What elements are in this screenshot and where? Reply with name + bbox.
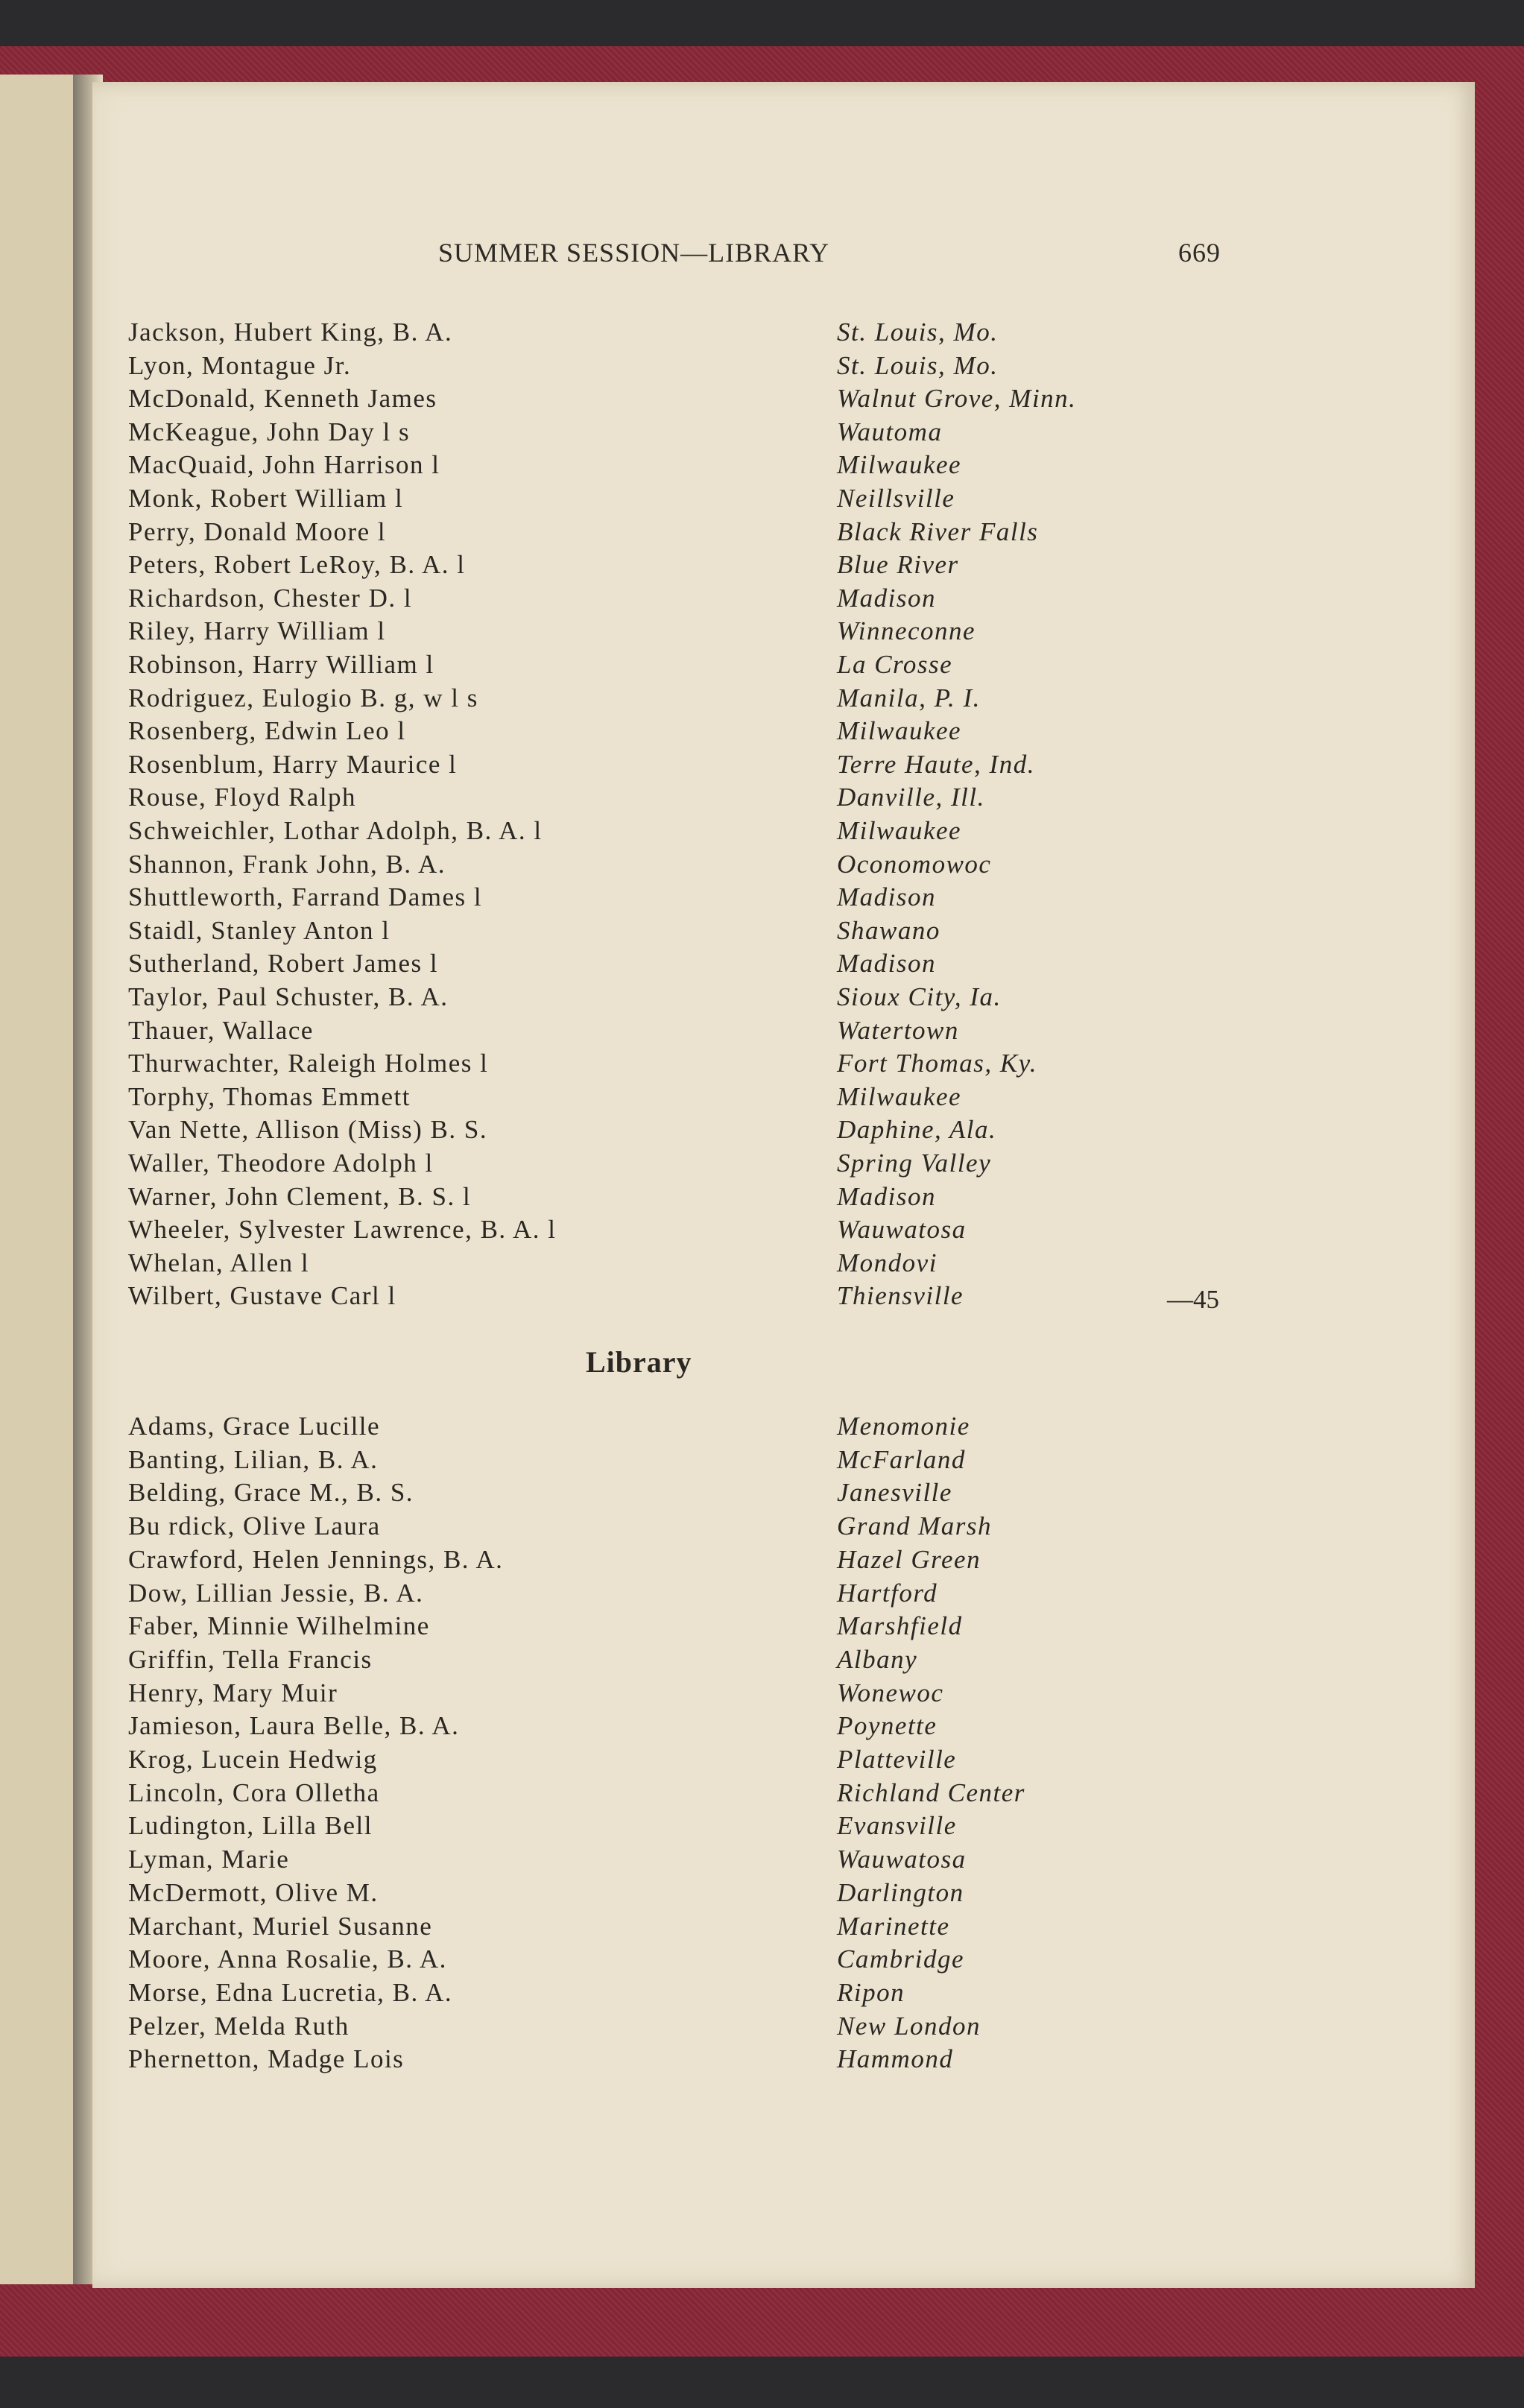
facing-page-edge (0, 75, 83, 2284)
entry-place: Black River Falls (837, 516, 1039, 546)
entry-place: Evansville (837, 1811, 957, 1841)
entry-place: Madison (837, 882, 936, 912)
entry-place: Hartford (837, 1578, 938, 1608)
entry-place: Wauwatosa (837, 1845, 967, 1874)
entry-name: Robinson, Harry William l (128, 650, 434, 679)
entry-name: Marchant, Muriel Susanne (128, 1911, 433, 1941)
entry-place: New London (837, 2011, 981, 2041)
section-heading: Library (586, 1345, 692, 1379)
entry-name: McDermott, Olive M. (128, 1877, 379, 1907)
entry-place: Neillsville (837, 484, 955, 513)
entry-name: Waller, Theodore Adolph l (128, 1148, 434, 1178)
entry-name: Adams, Grace Lucille (128, 1412, 381, 1441)
facing-page-letter (0, 816, 83, 846)
facing-page-letter (0, 716, 83, 746)
entry-place: Sioux City, Ia. (837, 982, 1002, 1011)
entry-name: Lyon, Montague Jr. (128, 350, 352, 380)
entry-name: Rosenblum, Harry Maurice l (128, 749, 458, 779)
facing-page-letter (0, 384, 83, 414)
entry-place: Spring Valley (837, 1148, 992, 1178)
facing-page-letter (0, 351, 83, 381)
entry-place: Marshfield (837, 1611, 963, 1641)
entry-place: Hammond (837, 2044, 954, 2074)
facing-page-letter (0, 1148, 83, 1178)
entry-name: McKeague, John Day l s (128, 417, 411, 446)
entry-name: Faber, Minnie Wilhelmine (128, 1611, 430, 1641)
entry-place: Madison (837, 949, 936, 979)
entry-name: Thurwachter, Raleigh Holmes l (128, 1049, 489, 1078)
entry-place: Poynette (837, 1711, 938, 1741)
facing-page-letter (0, 417, 83, 447)
entry-name: Riley, Harry William l (128, 616, 386, 646)
facing-page-letter (0, 1115, 83, 1145)
entry-name: Dow, Lillian Jessie, B. A. (128, 1578, 424, 1608)
facing-page-letter (0, 949, 83, 979)
facing-page-letter (0, 783, 83, 812)
entry-name: Pelzer, Melda Ruth (128, 2011, 350, 2041)
entry-place: St. Louis, Mo. (837, 317, 999, 347)
entry-place: Daphine, Ala. (837, 1115, 997, 1145)
entry-place: Cambridge (837, 1944, 964, 1974)
entry-name: Peters, Robert LeRoy, B. A. l (128, 550, 466, 580)
entry-name: Jamieson, Laura Belle, B. A. (128, 1711, 460, 1741)
entry-name: Morse, Edna Lucretia, B. A. (128, 1977, 453, 2007)
entry-name: Shannon, Frank John, B. A. (128, 849, 446, 879)
facing-page-letter (0, 1016, 83, 1046)
entry-name: Torphy, Thomas Emmett (128, 1081, 411, 1111)
entry-place: Milwaukee (837, 716, 962, 746)
facing-page-letter (0, 982, 83, 1012)
entry-name: Henry, Mary Muir (128, 1678, 338, 1707)
entry-place: Wonewoc (837, 1678, 944, 1707)
entry-name: Taylor, Paul Schuster, B. A. (128, 982, 449, 1011)
entry-place: Wautoma (837, 417, 943, 446)
facing-page-letter (0, 1182, 83, 1212)
facing-page-letter (0, 616, 83, 646)
entry-place: Winneconne (837, 616, 976, 646)
entry-place: McFarland (837, 1444, 966, 1474)
entry-place: Shawano (837, 915, 940, 945)
entry-place: Wauwatosa (837, 1215, 967, 1245)
entry-name: Schweichler, Lothar Adolph, B. A. l (128, 816, 543, 845)
entry-name: Monk, Robert William l (128, 484, 404, 513)
entry-name: Thauer, Wallace (128, 1015, 314, 1045)
entry-name: McDonald, Kenneth James (128, 384, 437, 414)
entry-place: Danville, Ill. (837, 783, 985, 812)
entry-place: Janesville (837, 1478, 952, 1508)
facing-page-letter (0, 450, 83, 480)
facing-page-letter (0, 550, 83, 580)
facing-page-letter (0, 750, 83, 780)
entry-place: Mondovi (837, 1248, 938, 1277)
entry-place: Walnut Grove, Minn. (837, 384, 1077, 414)
entry-place: Manila, P. I. (837, 683, 981, 712)
entry-name: Van Nette, Allison (Miss) B. S. (128, 1115, 488, 1145)
entry-name: Rouse, Floyd Ralph (128, 783, 357, 812)
entry-name: Lyman, Marie (128, 1845, 290, 1874)
entry-place: Darlington (837, 1877, 964, 1907)
entry-place: Fort Thomas, Ky. (837, 1049, 1038, 1078)
entry-name: Rosenberg, Edwin Leo l (128, 716, 406, 746)
entry-name: Wheeler, Sylvester Lawrence, B. A. l (128, 1215, 557, 1245)
entry-name: Warner, John Clement, B. S. l (128, 1181, 472, 1211)
entry-place: Menomonie (837, 1412, 970, 1441)
entry-place: Grand Marsh (837, 1511, 993, 1541)
entry-place: Madison (837, 1181, 936, 1211)
entry-place: Platteville (837, 1745, 957, 1774)
entry-place: Marinette (837, 1911, 950, 1941)
entry-name: Ludington, Lilla Bell (128, 1811, 373, 1841)
facing-page-letter (0, 683, 83, 713)
entry-name: Griffin, Tella Francis (128, 1644, 373, 1674)
facing-page-letter (0, 1215, 83, 1245)
facing-page-letter (0, 517, 83, 547)
entry-name: Jackson, Hubert King, B. A. (128, 317, 453, 347)
entry-place: La Crosse (837, 650, 953, 679)
facing-page-letter (0, 882, 83, 912)
entry-name: Rodriguez, Eulogio B. g, w l s (128, 683, 478, 712)
facing-page-letter (0, 317, 83, 347)
entry-name: Staidl, Stanley Anton l (128, 915, 391, 945)
facing-page-letter (0, 916, 83, 946)
entry-name: Lincoln, Cora Olletha (128, 1777, 380, 1807)
entry-place: Milwaukee (837, 450, 962, 480)
facing-page-letter (0, 1281, 83, 1311)
entry-place: Hazel Green (837, 1544, 981, 1574)
entry-place: Watertown (837, 1015, 959, 1045)
entry-place: Oconomowoc (837, 849, 992, 879)
page-number: 669 (1178, 238, 1221, 268)
entry-place: Milwaukee (837, 816, 962, 845)
facing-page-letter (0, 850, 83, 879)
entry-place: Madison (837, 583, 936, 613)
running-head: SUMMER SESSION—LIBRARY (438, 238, 830, 268)
entry-name: Whelan, Allen l (128, 1248, 310, 1277)
entry-place: Terre Haute, Ind. (837, 749, 1035, 779)
entry-place: Milwaukee (837, 1081, 962, 1111)
entry-place: Ripon (837, 1977, 905, 2007)
entry-name: Phernetton, Madge Lois (128, 2044, 405, 2074)
entry-place: Thiensville (837, 1281, 964, 1311)
entry-name: MacQuaid, John Harrison l (128, 450, 440, 480)
facing-page-letter (0, 650, 83, 680)
entry-name: Perry, Donald Moore l (128, 516, 387, 546)
entry-name: Richardson, Chester D. l (128, 583, 413, 613)
facing-page-letter (0, 1248, 83, 1278)
entry-name: Banting, Lilian, B. A. (128, 1444, 379, 1474)
facing-page-letter (0, 484, 83, 513)
entry-place: Blue River (837, 550, 959, 580)
entry-name: Shuttleworth, Farrand Dames l (128, 882, 483, 912)
facing-page-letter (0, 1049, 83, 1078)
entry-place: Albany (837, 1644, 918, 1674)
entry-name: Moore, Anna Rosalie, B. A. (128, 1944, 447, 1974)
facing-page-letter (0, 1082, 83, 1112)
entry-place: St. Louis, Mo. (837, 350, 999, 380)
entry-name: Wilbert, Gustave Carl l (128, 1281, 396, 1311)
entry-name: Belding, Grace M., B. S. (128, 1478, 414, 1508)
entry-name: Krog, Lucein Hedwig (128, 1745, 378, 1774)
roster-count: —45 (1167, 1285, 1219, 1314)
entry-place: Richland Center (837, 1777, 1025, 1807)
entry-name: Crawford, Helen Jennings, B. A. (128, 1544, 504, 1574)
facing-page-letter (0, 584, 83, 613)
entry-name: Bu rdick, Olive Laura (128, 1511, 381, 1541)
entry-name: Sutherland, Robert James l (128, 949, 439, 979)
book-page (92, 82, 1475, 2288)
